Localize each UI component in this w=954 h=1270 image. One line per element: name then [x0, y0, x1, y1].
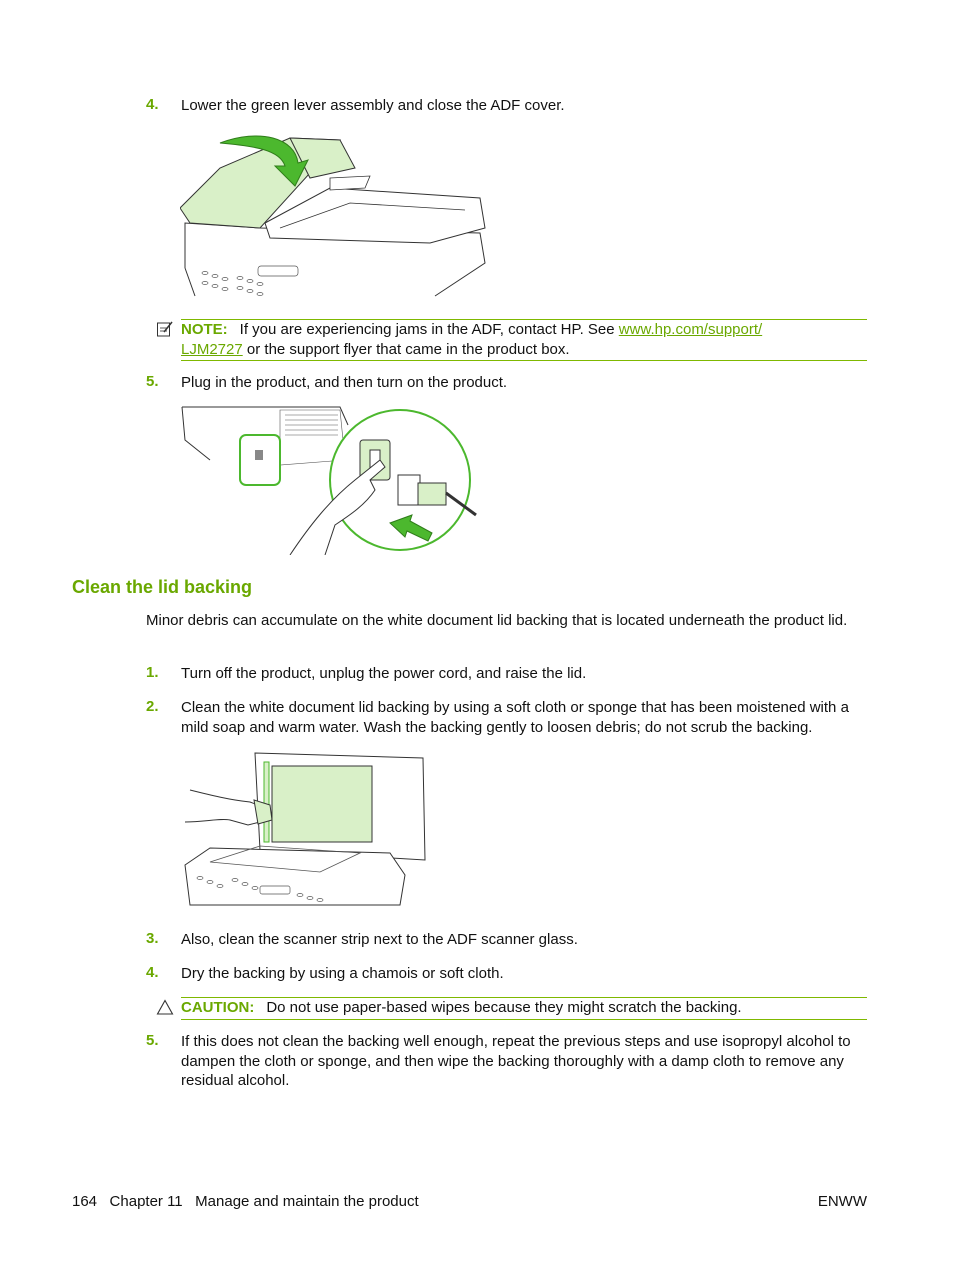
- step-text: Dry the backing by using a chamois or soft cloth.: [181, 965, 504, 982]
- lid-backing-illustration: [180, 750, 430, 915]
- footer-right: ENWW: [817, 1193, 867, 1210]
- note-callout: [181, 319, 867, 361]
- step-text: Clean the white document lid backing by using a soft cloth or sponge that has been moistened with a mild soap and warm water. Wash the backing gently to loosen debris; do not scrub the backing.: [181, 699, 849, 736]
- caution-callout: [181, 997, 867, 1020]
- section-intro: Minor debris can accumulate on the white document lid backing that is located underneath the product lid.: [146, 612, 848, 629]
- page-footer-left: [72, 1193, 419, 1210]
- step-text: If this does not clean the backing well enough, repeat the previous steps and use isopropyl alcohol to dampen the cloth or sponge, and then wipe the backing thoroughly with a damp cloth to remove any residual alcohol.: [181, 1033, 851, 1089]
- caution-icon: [156, 999, 174, 1016]
- chapter-title: Manage and maintain the product: [195, 1193, 419, 1210]
- plug-in-illustration: [180, 405, 480, 555]
- caution-text: Do not use paper-based wipes because they might scratch the backing.: [266, 999, 742, 1016]
- step-number: 3.: [146, 930, 159, 947]
- support-link-cont[interactable]: LJM2727: [181, 340, 243, 358]
- step-number: 1.: [146, 664, 159, 681]
- note-label: NOTE:: [181, 321, 228, 338]
- support-link[interactable]: www.hp.com/support/: [618, 321, 763, 338]
- note-text: If you are experiencing jams in the ADF, contact HP. See: [239, 321, 615, 338]
- step-text: Also, clean the scanner strip next to the ADF scanner glass.: [181, 931, 578, 948]
- step-text: Plug in the product, and then turn on the product.: [181, 374, 508, 391]
- section-heading: Clean the lid backing: [72, 577, 253, 597]
- step-number: 2.: [146, 698, 159, 715]
- chapter-label: Chapter 11: [109, 1193, 183, 1210]
- page-number: 164: [72, 1193, 98, 1210]
- adf-close-illustration: [180, 128, 490, 298]
- step-text: Turn off the product, unplug the power cord, and raise the lid.: [181, 665, 587, 682]
- step-text: Lower the green lever assembly and close the ADF cover.: [181, 97, 565, 114]
- note-icon: [156, 320, 174, 338]
- step-number: 5.: [146, 373, 159, 390]
- note-text-after: or the support flyer that came in the product box.: [246, 340, 570, 358]
- step-number: 4.: [146, 964, 159, 981]
- caution-label: CAUTION:: [181, 999, 255, 1016]
- step-number: 4.: [146, 96, 159, 113]
- step-number: 5.: [146, 1032, 159, 1049]
